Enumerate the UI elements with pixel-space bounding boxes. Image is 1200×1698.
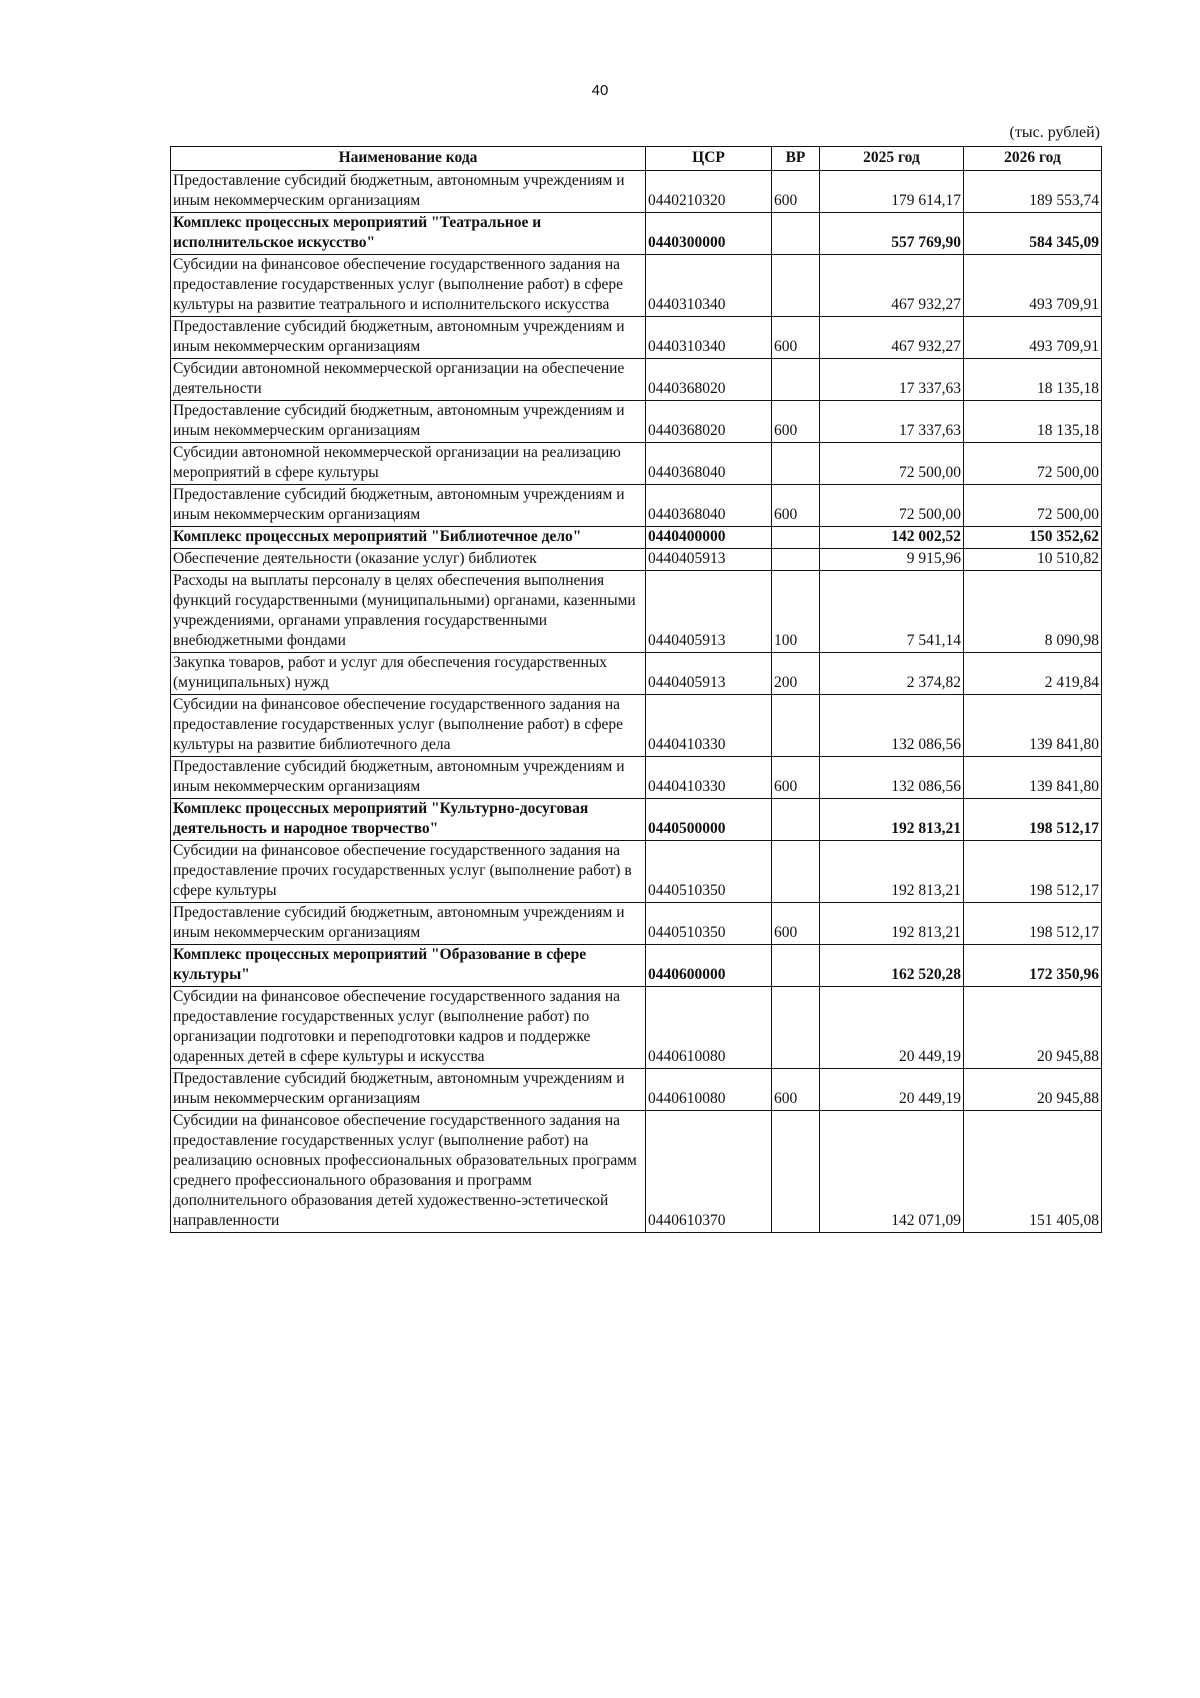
header-name: Наименование кода: [171, 147, 646, 171]
cell-vr: 600: [772, 1069, 820, 1111]
table-row-section: [171, 799, 1102, 841]
cell-y2026: 139 841,80: [964, 757, 1102, 799]
table-row: [171, 841, 1102, 903]
cell-y2025: 467 932,27: [820, 317, 964, 359]
cell-y2025: 192 813,21: [820, 903, 964, 945]
cell-csr: 0440510350: [646, 903, 772, 945]
header-2026: 2026 год: [964, 147, 1102, 171]
cell-y2026: 198 512,17: [964, 903, 1102, 945]
cell-y2026: 172 350,96: [964, 945, 1102, 987]
cell-csr: 0440310340: [646, 317, 772, 359]
cell-vr: 600: [772, 903, 820, 945]
cell-y2026: 18 135,18: [964, 359, 1102, 401]
cell-name: Предоставление субсидий бюджетным, автономным учреждениям и иным некоммерческим организациям: [171, 903, 646, 945]
cell-csr: 0440210320: [646, 171, 772, 213]
header-vr: ВР: [772, 147, 820, 171]
table-row: [171, 571, 1102, 653]
cell-csr: 0440310340: [646, 255, 772, 317]
table-row: [171, 255, 1102, 317]
budget-table: [170, 146, 1102, 1233]
units-label: (тыс. рублей): [1009, 124, 1100, 141]
cell-y2026: 18 135,18: [964, 401, 1102, 443]
cell-y2026: 198 512,17: [964, 841, 1102, 903]
cell-y2026: 151 405,08: [964, 1111, 1102, 1233]
cell-y2026: 493 709,91: [964, 317, 1102, 359]
cell-vr: 600: [772, 401, 820, 443]
cell-vr: 600: [772, 317, 820, 359]
cell-y2025: 20 449,19: [820, 1069, 964, 1111]
cell-vr: 600: [772, 485, 820, 527]
cell-csr: 0440368020: [646, 359, 772, 401]
cell-name: Расходы на выплаты персоналу в целях обеспечения выполнения функций государственными (муниципальными) органами, казенными учреждениями, органами управления государственными внебюджетными фондами: [171, 571, 646, 653]
cell-vr: [772, 945, 820, 987]
cell-name: Субсидии автономной некоммерческой организации на реализацию мероприятий в сфере культуры: [171, 443, 646, 485]
page-number: 40: [591, 82, 609, 99]
cell-y2026: 20 945,88: [964, 987, 1102, 1069]
cell-vr: [772, 841, 820, 903]
table-row: [171, 401, 1102, 443]
cell-name: Субсидии автономной некоммерческой организации на обеспечение деятельности: [171, 359, 646, 401]
cell-csr: 0440610370: [646, 1111, 772, 1233]
cell-y2025: 557 769,90: [820, 213, 964, 255]
cell-y2026: 72 500,00: [964, 485, 1102, 527]
cell-y2026: 139 841,80: [964, 695, 1102, 757]
cell-name: Закупка товаров, работ и услуг для обеспечения государственных (муниципальных) нужд: [171, 653, 646, 695]
cell-csr: 0440405913: [646, 653, 772, 695]
table-row-section: [171, 945, 1102, 987]
cell-name: Предоставление субсидий бюджетным, автономным учреждениям и иным некоммерческим организациям: [171, 317, 646, 359]
table-row: [171, 903, 1102, 945]
cell-vr: [772, 799, 820, 841]
cell-y2025: 132 086,56: [820, 695, 964, 757]
table-row-section: [171, 213, 1102, 255]
table-row-section: [171, 527, 1102, 549]
table-row: [171, 549, 1102, 571]
cell-y2025: 7 541,14: [820, 571, 964, 653]
cell-y2025: 20 449,19: [820, 987, 964, 1069]
cell-y2026: 198 512,17: [964, 799, 1102, 841]
table-row: [171, 1111, 1102, 1233]
cell-y2025: 142 002,52: [820, 527, 964, 549]
cell-y2025: 162 520,28: [820, 945, 964, 987]
cell-csr: 0440405913: [646, 549, 772, 571]
table-row: [171, 695, 1102, 757]
cell-y2026: 493 709,91: [964, 255, 1102, 317]
cell-vr: [772, 1111, 820, 1233]
cell-name: Предоставление субсидий бюджетным, автономным учреждениям и иным некоммерческим организациям: [171, 1069, 646, 1111]
cell-name: Субсидии на финансовое обеспечение государственного задания на предоставление государственных услуг (выполнение работ) в сфере культуры на развитие библиотечного дела: [171, 695, 646, 757]
cell-vr: 100: [772, 571, 820, 653]
cell-name: Субсидии на финансовое обеспечение государственного задания на предоставление государственных услуг (выполнение работ) на реализацию основных профессиональных образовательных программ среднего профессионального образования и программ дополнительного образования детей художественно-эстетической направленности: [171, 1111, 646, 1233]
table-row: [171, 317, 1102, 359]
cell-csr: 0440410330: [646, 695, 772, 757]
cell-y2025: 17 337,63: [820, 359, 964, 401]
cell-y2026: 150 352,62: [964, 527, 1102, 549]
cell-name: Предоставление субсидий бюджетным, автономным учреждениям и иным некоммерческим организациям: [171, 757, 646, 799]
table-row: [171, 653, 1102, 695]
table-row: [171, 171, 1102, 213]
cell-vr: [772, 359, 820, 401]
cell-csr: 0440610080: [646, 987, 772, 1069]
cell-y2025: 192 813,21: [820, 799, 964, 841]
cell-y2025: 72 500,00: [820, 443, 964, 485]
cell-name: Предоставление субсидий бюджетным, автономным учреждениям и иным некоммерческим организациям: [171, 401, 646, 443]
cell-vr: [772, 527, 820, 549]
header-2025: 2025 год: [820, 147, 964, 171]
cell-vr: 600: [772, 171, 820, 213]
cell-y2026: 10 510,82: [964, 549, 1102, 571]
table-row: [171, 485, 1102, 527]
cell-name: Субсидии на финансовое обеспечение государственного задания на предоставление государственных услуг (выполнение работ) в сфере культуры на развитие театрального и исполнительского искусства: [171, 255, 646, 317]
cell-y2025: 179 614,17: [820, 171, 964, 213]
cell-csr: 0440410330: [646, 757, 772, 799]
cell-vr: [772, 443, 820, 485]
cell-y2025: 142 071,09: [820, 1111, 964, 1233]
cell-csr: 0440368020: [646, 401, 772, 443]
cell-name: Обеспечение деятельности (оказание услуг) библиотек: [171, 549, 646, 571]
cell-y2025: 9 915,96: [820, 549, 964, 571]
cell-y2025: 2 374,82: [820, 653, 964, 695]
cell-y2026: 72 500,00: [964, 443, 1102, 485]
cell-y2025: 192 813,21: [820, 841, 964, 903]
cell-y2025: 467 932,27: [820, 255, 964, 317]
cell-name: Предоставление субсидий бюджетным, автономным учреждениям и иным некоммерческим организациям: [171, 171, 646, 213]
table-row: [171, 757, 1102, 799]
cell-csr: 0440500000: [646, 799, 772, 841]
cell-name: Субсидии на финансовое обеспечение государственного задания на предоставление государственных услуг (выполнение работ) по организации подготовки и переподготовки кадров и поддержке одаренных детей в сфере культуры и искусства: [171, 987, 646, 1069]
cell-vr: 600: [772, 757, 820, 799]
table-row: [171, 359, 1102, 401]
table-row: [171, 443, 1102, 485]
cell-y2026: 189 553,74: [964, 171, 1102, 213]
cell-y2025: 132 086,56: [820, 757, 964, 799]
cell-y2025: 72 500,00: [820, 485, 964, 527]
cell-vr: [772, 549, 820, 571]
cell-y2026: 20 945,88: [964, 1069, 1102, 1111]
cell-name: Комплекс процессных мероприятий "Культурно-досуговая деятельность и народное творчество": [171, 799, 646, 841]
table-header-row: [171, 147, 1102, 171]
header-csr: ЦСР: [646, 147, 772, 171]
cell-csr: 0440600000: [646, 945, 772, 987]
cell-name: Предоставление субсидий бюджетным, автономным учреждениям и иным некоммерческим организациям: [171, 485, 646, 527]
cell-csr: 0440510350: [646, 841, 772, 903]
cell-name: Субсидии на финансовое обеспечение государственного задания на предоставление прочих государственных услуг (выполнение работ) в сфере культуры: [171, 841, 646, 903]
cell-name: Комплекс процессных мероприятий "Библиотечное дело": [171, 527, 646, 549]
table-body: [171, 171, 1102, 1233]
cell-name: Комплекс процессных мероприятий "Образование в сфере культуры": [171, 945, 646, 987]
cell-csr: 0440368040: [646, 485, 772, 527]
cell-csr: 0440300000: [646, 213, 772, 255]
cell-y2026: 2 419,84: [964, 653, 1102, 695]
cell-csr: 0440368040: [646, 443, 772, 485]
cell-vr: [772, 213, 820, 255]
cell-vr: 200: [772, 653, 820, 695]
cell-name: Комплекс процессных мероприятий "Театральное и исполнительское искусство": [171, 213, 646, 255]
table-row: [171, 1069, 1102, 1111]
cell-csr: 0440610080: [646, 1069, 772, 1111]
cell-y2026: 8 090,98: [964, 571, 1102, 653]
table-row: [171, 987, 1102, 1069]
cell-csr: 0440400000: [646, 527, 772, 549]
cell-y2025: 17 337,63: [820, 401, 964, 443]
cell-vr: [772, 987, 820, 1069]
cell-csr: 0440405913: [646, 571, 772, 653]
cell-vr: [772, 255, 820, 317]
cell-vr: [772, 695, 820, 757]
cell-y2026: 584 345,09: [964, 213, 1102, 255]
